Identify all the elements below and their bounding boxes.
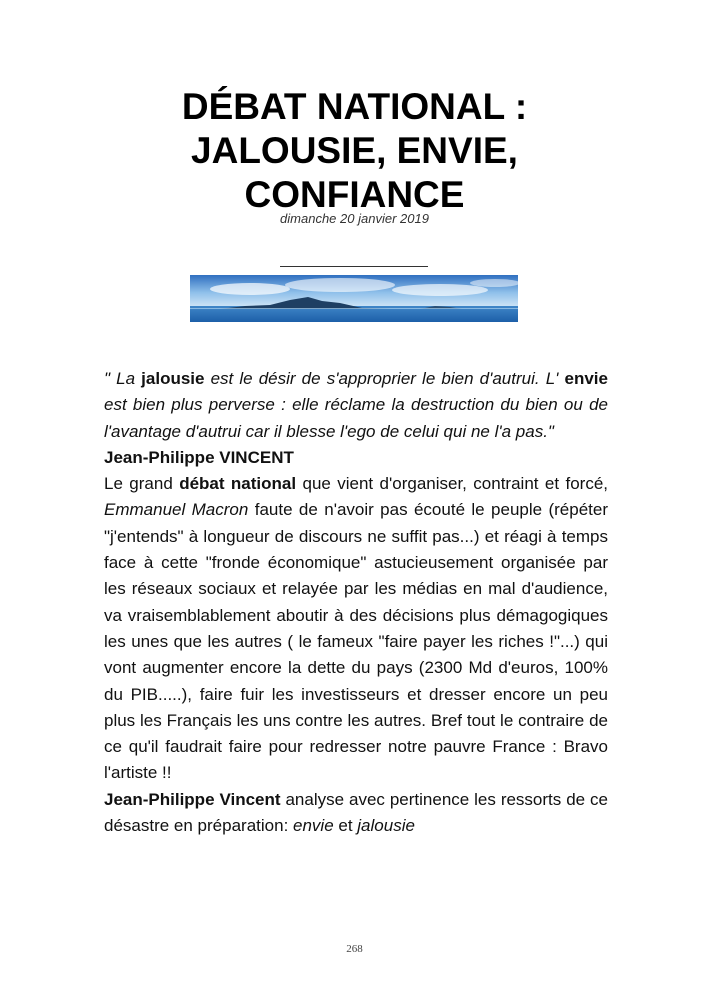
paragraph-text: faute de n'avoir pas écouté le peuple (répéter "j'entends" à longueur de discours ne suffit pas...) et réagi à temps face à cette "fronde économique" astucieusement organisée par les réseaux sociaux et relayée par les médias en mal d'audience, va vraisemblablement aboutir à des décisions plus démagogiques les unes que les autres ( le fameux "faire payer les riches !"...) qui vont augmenter encore la dette du pays (2300 Md d'euros, 100% du PIB.....), faire fuir les investisseurs et dresser encore un peu plus les Français les uns contre les autres. Bref tout le contraire de ce qu'il faudrait faire pour redresser notre pauvre France : Bravo l'artiste !! bbox=[104, 500, 608, 783]
banner-cloud bbox=[285, 278, 395, 292]
quote-keyword-envie: envie bbox=[564, 369, 608, 388]
italic-emmanuel-macron: Emmanuel Macron bbox=[104, 500, 249, 520]
article-body bbox=[104, 366, 608, 839]
italic-envie: envie bbox=[293, 816, 334, 836]
quote-paragraph bbox=[104, 366, 608, 445]
bold-debat-national: débat national bbox=[179, 474, 297, 494]
paragraph-text: Le grand bbox=[104, 474, 180, 494]
title-line-3: CONFIANCE bbox=[244, 174, 465, 215]
paragraph-text: que vient d'organiser, contraint et forcé, bbox=[296, 474, 608, 494]
title-line-1: DÉBAT NATIONAL : bbox=[181, 86, 528, 127]
title-line-2: JALOUSIE, ENVIE, bbox=[191, 130, 518, 171]
banner-cloud bbox=[470, 279, 518, 287]
paragraph-2 bbox=[104, 787, 608, 840]
post-date: dimanche 20 janvier 2019 bbox=[280, 211, 429, 226]
paragraph-text: et bbox=[333, 816, 358, 836]
author-name: Jean-Philippe VINCENT bbox=[104, 447, 294, 467]
quote-text: est bien plus perverse : elle réclame la destruction du bien ou de l'avantage d'autrui car il blesse l'ego de celui qui ne l'a pas." bbox=[104, 395, 608, 441]
quote-author bbox=[104, 445, 608, 471]
quote-text: est le désir de s'approprier le bien d'autrui. L' bbox=[204, 369, 565, 388]
banner-image bbox=[190, 275, 518, 322]
bold-author-name: Jean-Philippe Vincent bbox=[104, 789, 281, 809]
quote-text: " La bbox=[104, 369, 142, 388]
page-number: 268 bbox=[346, 943, 363, 955]
banner-cloud bbox=[210, 283, 290, 295]
separator-rule bbox=[280, 266, 428, 267]
italic-jalousie: jalousie bbox=[357, 816, 415, 836]
page-title bbox=[100, 85, 609, 217]
banner-horizon bbox=[190, 308, 518, 309]
paragraph-1 bbox=[104, 471, 608, 787]
quote-keyword-jalousie: jalousie bbox=[141, 369, 205, 388]
paragraph-text: analyse avec pertinence les ressorts de ce désastre en préparation: bbox=[104, 789, 608, 836]
banner-cloud bbox=[392, 284, 488, 296]
